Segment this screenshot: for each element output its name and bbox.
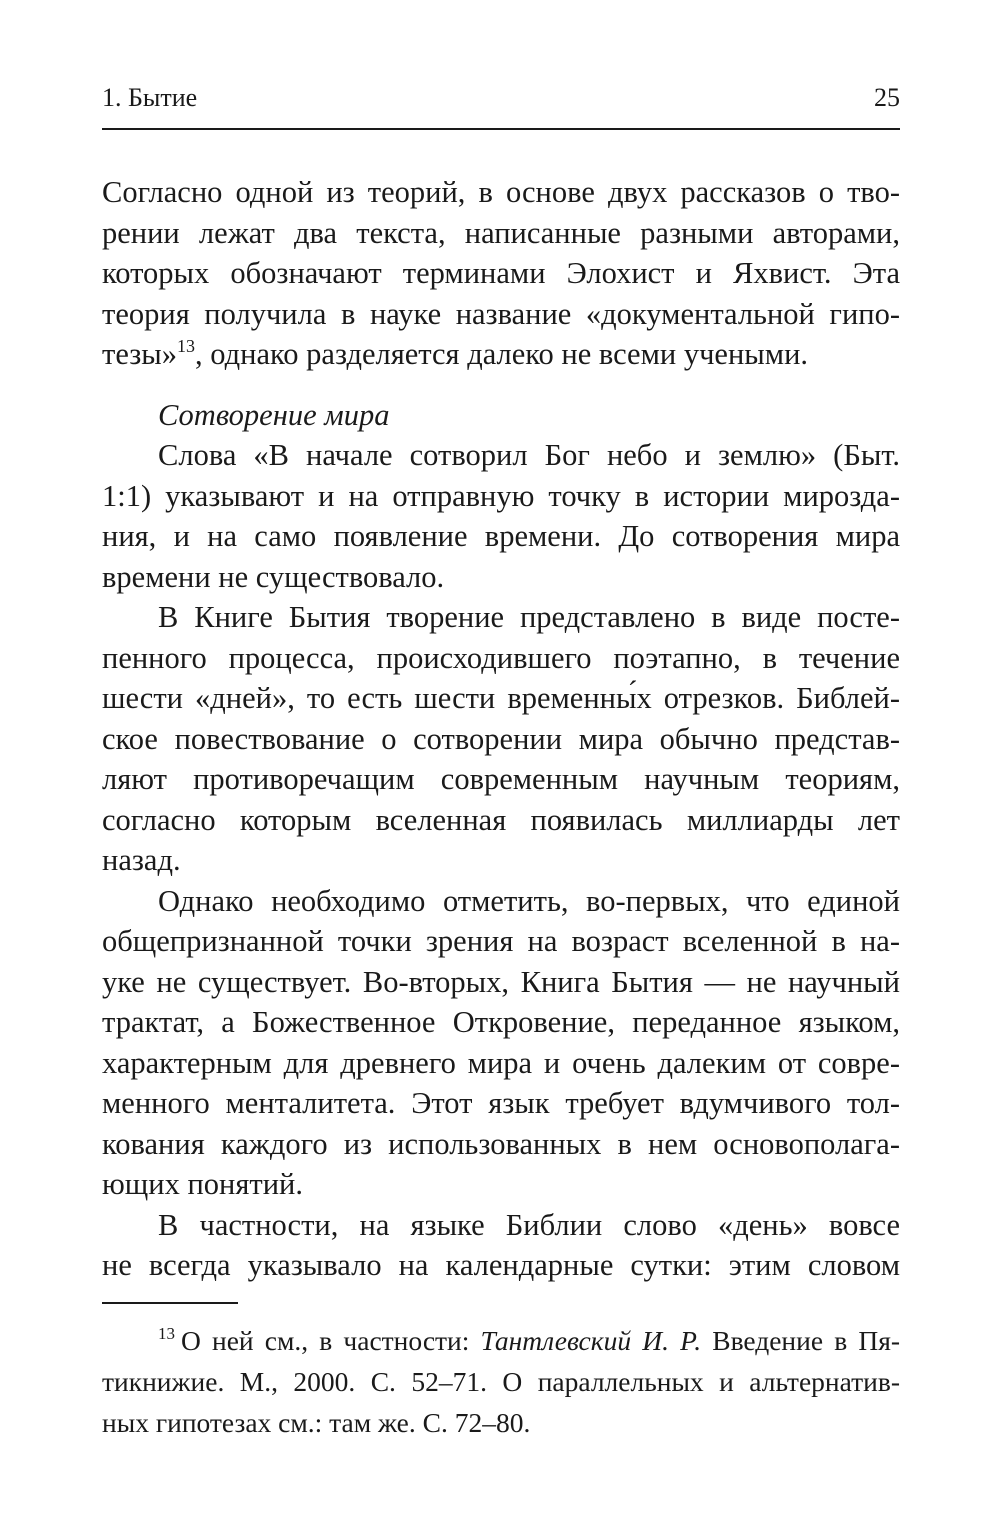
text-line: уке не существует. Во-вторых, Книга Бытия — не научный — [102, 964, 900, 999]
text-line: менного менталитета. Этот язык требует вдумчивого тол- — [102, 1086, 900, 1120]
text-line: ское повествование о сотворении мира обычно представ- — [102, 721, 900, 756]
text-line: Согласно одной из теорий, в основе двух рассказов о тво- — [102, 175, 900, 209]
text-line: шести «дней», то есть шести временны́х отрезков. Библей- — [102, 681, 900, 715]
text-line: теория получила в науке название «документальной гипо- — [102, 296, 900, 331]
text-fragment: Введение в Пя- — [701, 1325, 901, 1356]
footnote-reference[interactable]: 13 — [177, 336, 196, 356]
text-line: пенного процесса, происходившего поэтапно, в течение — [102, 640, 900, 675]
text-line: ющих понятий. — [102, 1167, 303, 1201]
book-page — [102, 0, 900, 1521]
paragraph-3 — [102, 597, 900, 881]
text-line — [102, 1320, 900, 1361]
text-line: рении лежат два текста, написанные разными авторами, — [102, 215, 900, 250]
page-number: 25 — [874, 83, 900, 112]
text-line: тикнижие. М., 2000. С. 52–71. О параллельных и альтернатив- — [102, 1366, 900, 1397]
text-line: трактат, а Божественное Откровение, переданное языком, — [102, 1005, 900, 1039]
text-line: В частности, на языке Библии слово «день» вовсе — [158, 1207, 900, 1242]
running-head — [102, 78, 900, 118]
text-line: В Книге Бытия творение представлено в виде посте- — [158, 600, 900, 634]
text-line: общепризнанной точки зрения на возраст вселенной в на- — [102, 924, 900, 958]
text-line: согласно которым вселенная появилась миллиарды лет — [102, 802, 900, 837]
text-line: Слова «В начале сотворил Бог небо и землю» (Быт. — [158, 438, 900, 472]
header-rule — [102, 128, 900, 130]
footnote-rule — [102, 1302, 238, 1304]
text-fragment: О ней см., в частности: — [181, 1325, 481, 1356]
text-line: назад. — [102, 843, 181, 877]
text-line: которых обозначают терминами Элохист и Яхвист. Эта — [102, 256, 900, 290]
text-fragment: тезы» — [102, 337, 178, 371]
text-line: 1:1) указывают и на отправную точку в истории мирозда- — [102, 478, 900, 513]
text-line: ния, и на само появление времени. До сотворения мира — [102, 519, 900, 553]
text-line: ных гипотезах см.: там же. С. 72–80. — [102, 1407, 531, 1438]
footnote — [102, 1320, 900, 1443]
text-line: не всегда указывало на календарные сутки: этим словом — [102, 1248, 900, 1282]
text-line: характерным для древнего мира и очень далеким от совре- — [102, 1045, 900, 1080]
paragraph-1 — [102, 172, 900, 375]
chapter-title: 1. Бытие — [102, 83, 198, 112]
paragraph-4 — [102, 881, 900, 1205]
text-line — [102, 334, 900, 375]
paragraph-2 — [102, 435, 900, 597]
section-heading: Сотворение мира — [158, 397, 390, 432]
footnote-author: Тантлевский И. Р. — [480, 1325, 702, 1356]
main-text — [102, 172, 900, 1286]
footnote-number: 13 — [158, 1324, 175, 1343]
text-fragment: , однако разделяется далеко не всеми учеными. — [195, 337, 809, 371]
paragraph-5 — [102, 1205, 900, 1286]
text-line: ляют противоречащим современным научным теориям, — [102, 762, 900, 796]
text-line: кования каждого из использованных в нем основополага- — [102, 1126, 900, 1161]
text-line: Однако необходимо отметить, во-первых, что единой — [158, 883, 900, 918]
text-line: времени не существовало. — [102, 559, 445, 594]
